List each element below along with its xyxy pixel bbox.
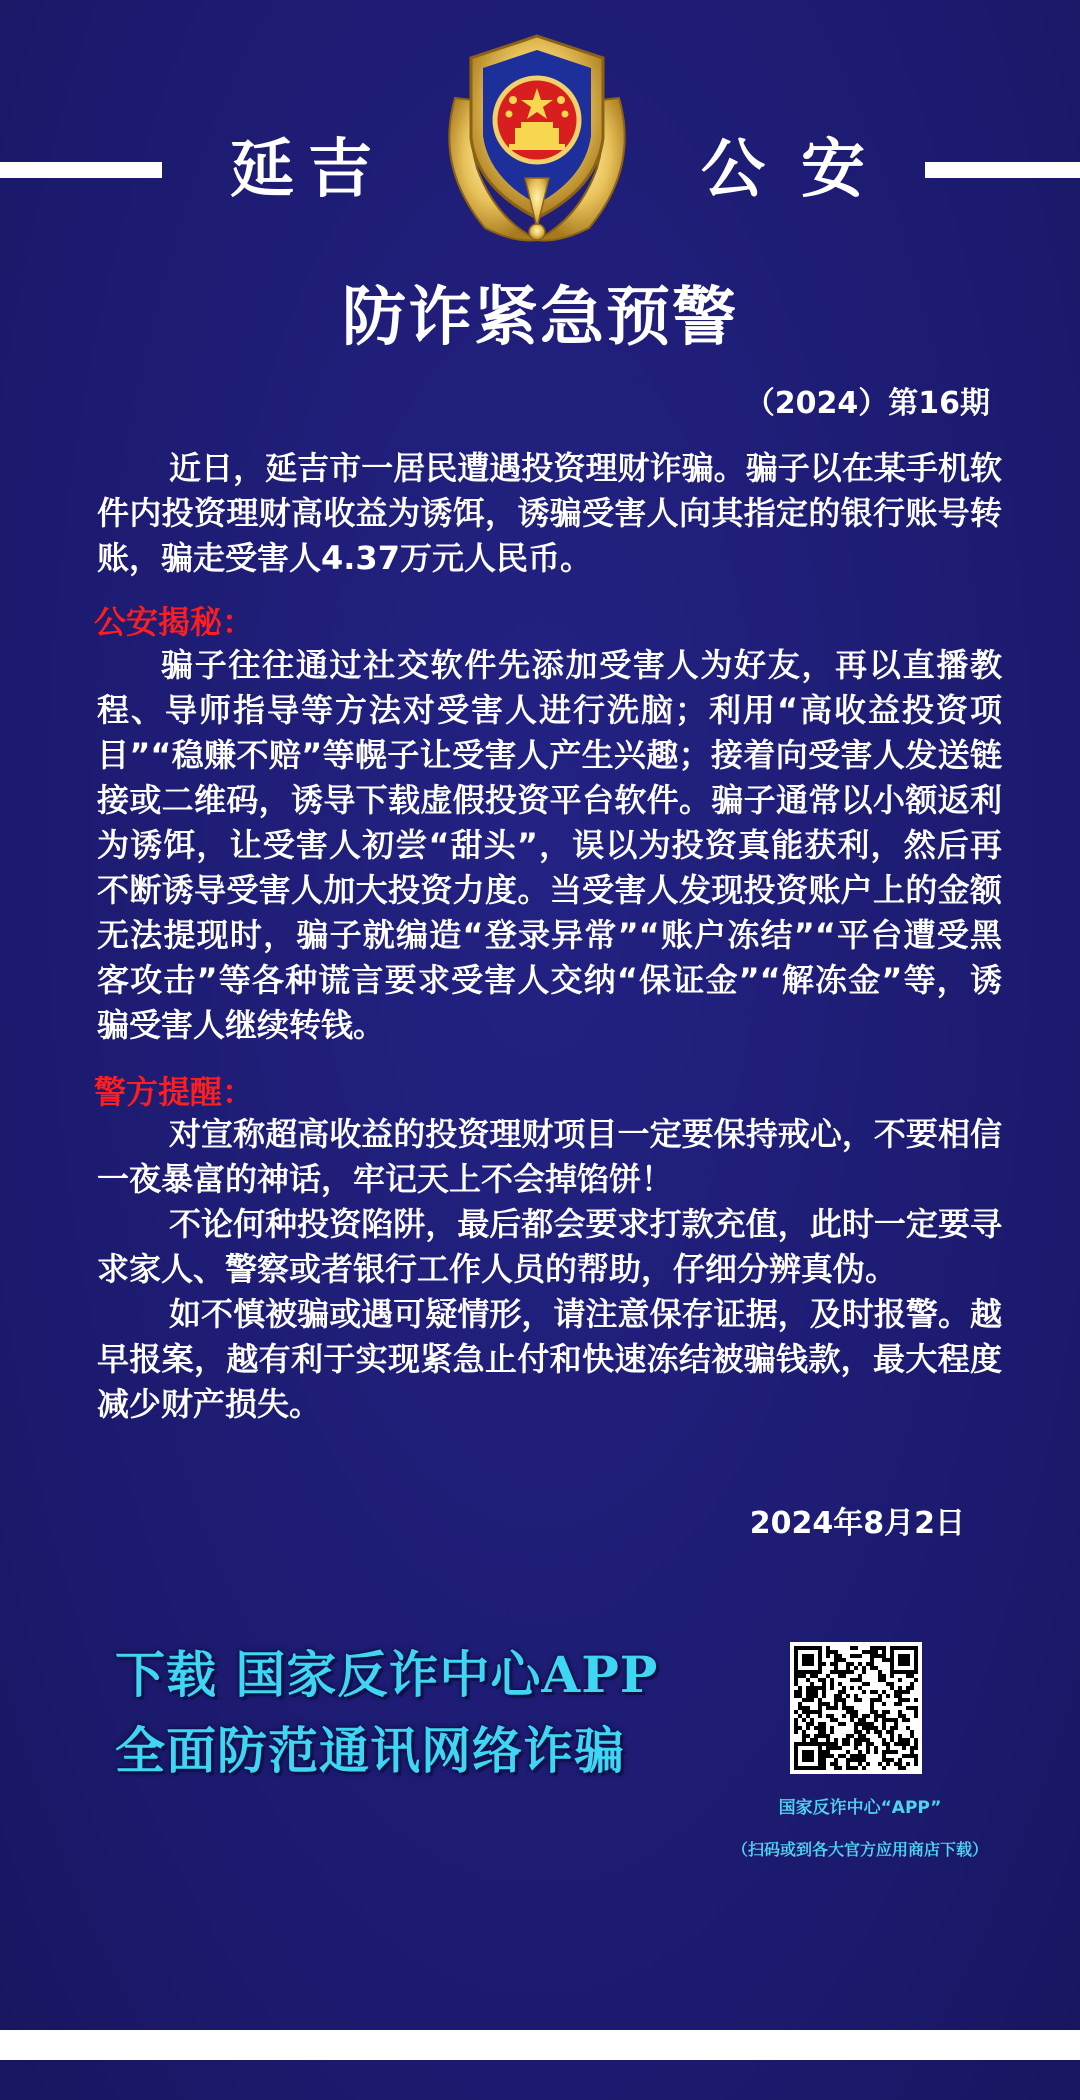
- issue-number: （2024）第16期: [744, 386, 990, 421]
- reveal-block: [97, 643, 1002, 1048]
- bottom-bar: [0, 2030, 1080, 2060]
- promo-line-1: 下载 国家反诈中心APP: [115, 1645, 659, 1704]
- header-char-an: 安: [801, 132, 865, 207]
- header-line-right: [925, 162, 1080, 178]
- header-char-yan: 延: [230, 132, 294, 207]
- police-badge-icon: [425, 28, 649, 250]
- qr-code-icon[interactable]: [790, 1642, 922, 1774]
- promo-line-2: 全面防范通讯网络诈骗: [115, 1721, 625, 1780]
- publish-date: 2024年8月2日: [749, 1506, 965, 1541]
- reminder-paragraph-2: 不论何种投资陷阱，最后都会要求打款充值，此时一定要寻求家人、警察或者银行工作人员的帮助，仔细分辨真伪。: [97, 1205, 1002, 1288]
- reveal-label: 公安揭秘：: [94, 603, 255, 641]
- qr-caption-hint: （扫码或到各大官方应用商店下载）: [731, 1840, 988, 1859]
- reminder-paragraph-3: 如不慎被骗或遇可疑情形，请注意保存证据，及时报警。越早报案，越有利于实现紧急止付和快速冻结被骗钱款，最大程度减少财产损失。: [97, 1295, 1002, 1423]
- reminder-block: [97, 1112, 1002, 1427]
- page-title: 防诈紧急预警: [342, 281, 738, 355]
- reminder-label: 警方提醒：: [94, 1073, 255, 1111]
- header-char-gong: 公: [701, 132, 765, 207]
- header-line-left: [0, 162, 162, 178]
- intro-block: [97, 446, 1002, 581]
- qr-caption-app: 国家反诈中心“APP”: [778, 1798, 942, 1818]
- header-char-ji: 吉: [308, 132, 372, 207]
- reminder-paragraph-1: 对宣称超高收益的投资理财项目一定要保持戒心，不要相信一夜暴富的神话，牢记天上不会掉馅饼！: [97, 1115, 1002, 1198]
- reveal-paragraph: 骗子往往通过社交软件先添加受害人为好友，再以直播教程、导师指导等方法对受害人进行洗脑；利用“高收益投资项目”“稳赚不赔”等幌子让受害人产生兴趣；接着向受害人发送链接或二维码，诱导下载虚假投资平台软件。骗子通常以小额返利为诱饵，让受害人初尝“甜头”，误以为投资真能获利，然后再不断诱导受害人加大投资力度。当受害人发现投资账户上的金额无法提现时，骗子就编造“登录异常”“账户冻结”“平台遭受黑客攻击”等各种谎言要求受害人交纳“保证金”“解冻金”等，诱骗受害人继续转钱。: [97, 646, 1002, 1044]
- intro-paragraph: 近日，延吉市一居民遭遇投资理财诈骗。骗子以在某手机软件内投资理财高收益为诱饵，诱骗受害人向其指定的银行账号转账，骗走受害人4.37万元人民币。: [97, 449, 1002, 577]
